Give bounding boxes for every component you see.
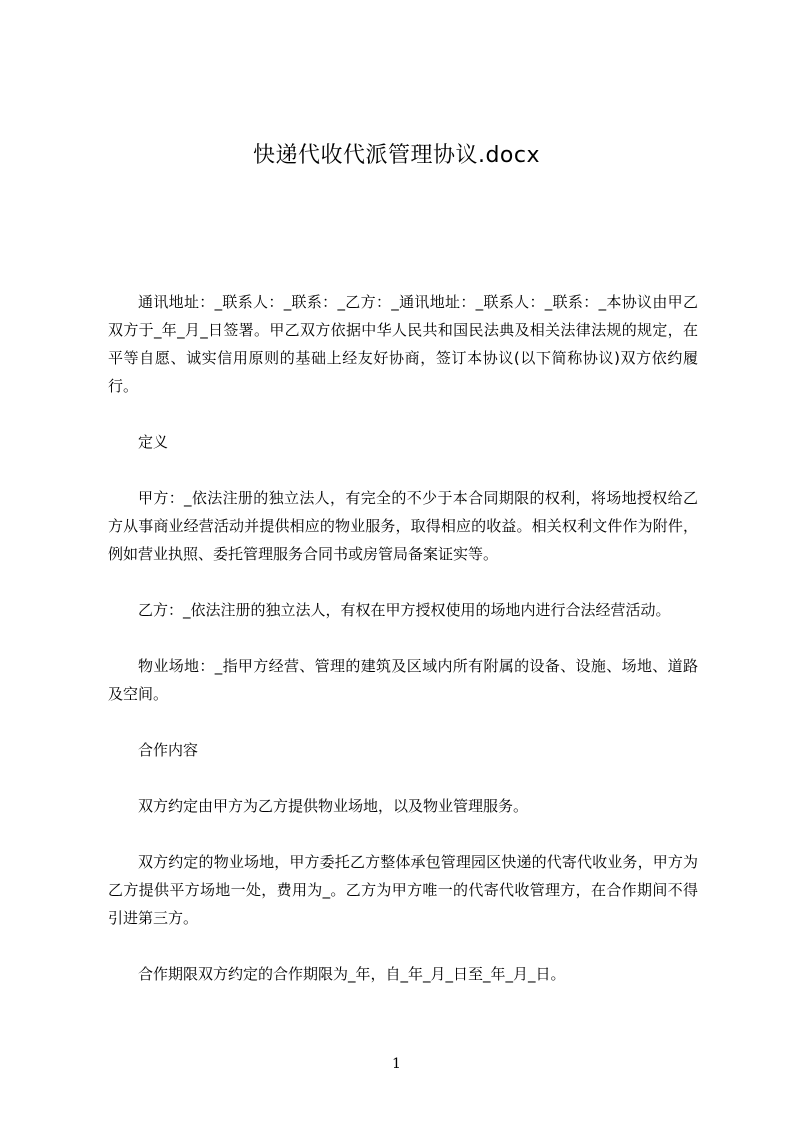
paragraph-party-b-definition: 乙方：_依法注册的独立法人，有权在甲方授权使用的场地内进行合法经营活动。 xyxy=(138,601,671,619)
section-heading-cooperation: 合作内容 xyxy=(138,741,199,759)
paragraph-cooperation-details: 双方约定的物业场地，甲方委托乙方整体承包管理园区快递的代寄代收业务，甲方为乙方提供平方场地一处，费用为_。乙方为甲方唯一的代寄代收管理方，在合作期间不得引进第三方。 xyxy=(108,853,698,927)
paragraph-parties-preamble: 通讯地址：_联系人：_联系：_乙方：_通讯地址：_联系人：_联系：_本协议由甲乙双方于_年_月_日签署。甲乙双方依据中华人民共和国民法典及相关法律法规的规定，在平等自愿、诚实信用原则的基础上经友好协商，签订本协议(以下简称协议)双方依约履行。 xyxy=(108,293,698,395)
paragraph-property-definition: 物业场地：_指甲方经营、管理的建筑及区域内所有附属的设备、设施、场地、道路及空间。 xyxy=(108,657,698,703)
paragraph-cooperation-term: 合作期限双方约定的合作期限为_年，自_年_月_日至_年_月_日。 xyxy=(138,965,566,983)
document-title: 快递代收代派管理协议.docx xyxy=(252,143,541,168)
paragraph-cooperation-scope: 双方约定由甲方为乙方提供物业场地，以及物业管理服务。 xyxy=(138,797,529,815)
document-body xyxy=(108,288,698,1016)
page-number: 1 xyxy=(392,1056,401,1072)
section-heading-definitions: 定义 xyxy=(138,433,169,451)
paragraph-party-a-definition: 甲方：_依法注册的独立法人，有完全的不少于本合同期限的权利，将场地授权给乙方从事商业经营活动并提供相应的物业服务，取得相应的收益。相关权利文件作为附件，例如营业执照、委托管理服务合同书或房管局备案证实等。 xyxy=(108,489,698,563)
